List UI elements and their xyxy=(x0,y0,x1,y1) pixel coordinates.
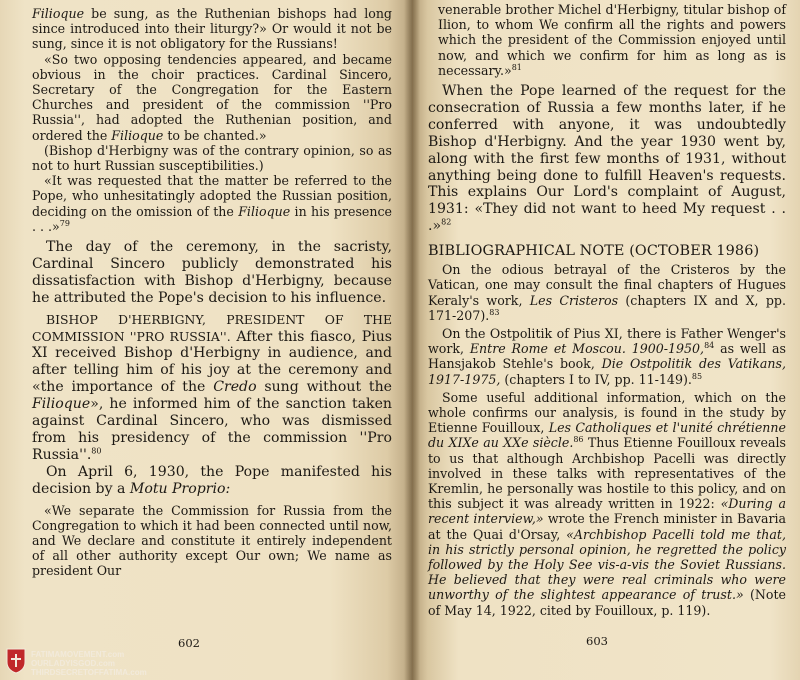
section-heading-commission: BISHOP D'HERBIGNY, PRESIDENT OF THE COMMISSION ''PRO RUSSIA''. xyxy=(32,311,392,344)
page-number-right: 603 xyxy=(586,634,608,648)
footnote-81: 81 xyxy=(511,62,522,72)
footnote-79: 79 xyxy=(59,218,70,228)
left-paragraph-1: Filioque be sung, as the Ruthenian bishops had long since introduced into their liturgy?» Or would it not be sung, since it is not obligatory for the Russians! xyxy=(32,6,392,52)
left-paragraph-8: «We separate the Commission for Russia from the Congregation to which it had been connected until now, and We declare and constitute it entirely independent of all other authority except Our own; We name as president Our xyxy=(32,502,392,579)
right-paragraph-1: venerable brother Michel d'Herbigny, titular bishop of Ilion, to whom We confirm all the rights and powers which the president of the Commission enjoyed until now, and which we confirm for him as long as is necessary.»$^{81}$ xyxy=(438,2,786,78)
left-paragraph-6: BISHOP D'HERBIGNY, PRESIDENT OF THE COMMISSION ''PRO RUSSIA''. After this fiasco, Pius XI received Bishop d'Herbigny in audience, and after telling him of his joy at the ceremony and «the importance of the Credo sung without the Filioque», he informed him of the sanction taken against Cardinal Sincero, who was dismissed from his presidency of the commission ''Pro Russia''.$^{80}$ xyxy=(32,311,392,463)
footnote-86: 86 xyxy=(573,435,584,445)
footnote-82: 82 xyxy=(441,217,452,227)
watermark-site-1: FATIMAMOVEMENT.com xyxy=(31,650,125,659)
shield-icon xyxy=(6,648,26,674)
book-gutter xyxy=(404,0,420,680)
footnote-85: 85 xyxy=(691,371,703,381)
bibliographical-note-heading: BIBLIOGRAPHICAL NOTE (OCTOBER 1986) xyxy=(428,243,760,260)
left-paragraph-4: «It was requested that the matter be referred to the Pope, who unhesitatingly adopted the Russian position, deciding on the omission of the Filioque in his presence . . .»$^{79}$ xyxy=(32,173,392,234)
left-paragraph-7: On April 6, 1930, the Pope manifested his decision by a Motu Proprio: xyxy=(32,463,392,497)
right-page xyxy=(412,0,800,680)
watermark-site-2: OURLADYISGOD.com xyxy=(31,659,116,668)
left-paragraph-3: (Bishop d'Herbigny was of the contrary opinion, so as not to hurt Russian susceptibilities.) xyxy=(32,142,392,174)
footnote-84: 84 xyxy=(704,341,715,350)
left-paragraph-5: The day of the ceremony, in the sacristy, Cardinal Sincero publicly demonstrated his dissatisfaction with Bishop d'Herbigny, because he attributed the Pope's decision to his influence. xyxy=(32,239,392,306)
right-paragraph-5: Some useful additional information, which on the whole confirms our analysis, is found in the study by Etienne Fouilloux, Les Catholiques et l'unité chrétienne du XIXe au XXe siècle.$^{86}$ Thus Etienne Fouilloux reveals to us that although Archbishop Pacelli was directly involved in these talks with representatives of the Kremlin, he personally was hostile to this policy, and on this subject it was already written in 1922: «During a recent interview,» wrote the French minister in Bavaria at the Quai d'Orsay, «Archbishop Pacelli told me that, in his strictly personal opinion, he regretted the policy followed by the Holy See vis-a-vis the Soviet Russians. He believed that they were real criminals who were unworthy of the slightest appearance of trust.» (Note of May 14, 1922, cited by Fouilloux, p. 119). xyxy=(428,389,787,618)
right-paragraph-3: On the odious betrayal of the Cristeros by the Vatican, one may consult the final chapters of Hugues Keraly's work, Les Cristeros (chapters IX and X, pp. 171-207).$^{83}$ xyxy=(428,262,786,323)
right-paragraph-4: On the Ostpolitik of Pius XI, there is Father Wenger's work, Entre Rome et Moscou. 1900-1950,84 as well as Hansjakob Stehle's book, Die Ostpolitik des Vatikans, 1917-1975, (chapters I to IV, pp. 11-149).$^{85}$ xyxy=(428,325,786,387)
left-page-text xyxy=(0,6,412,579)
left-paragraph-2: «So two opposing tendencies appeared, and became obvious in the choir practices. Cardinal Sincero, Secretary of the Congregation for the Eastern Churches and president of the commission ''Pro Russia'', had adopted the Ruthenian position, and ordered the Filioque to be chanted.» xyxy=(32,51,392,143)
footnote-83: 83 xyxy=(489,307,500,317)
right-paragraph-2: When the Pope learned of the request for the consecration of Russia a few months later, if he conferred with anyone, it was undoubtedly Bishop d'Herbigny. And the year 1930 went by, along with the first few months of 1931, without anything being done to fulfill Heaven's requests. This explains Our Lord's complaint of August, 1931: «They did not want to heed My request . . .»$^{82}$ xyxy=(428,83,786,235)
watermark-site-3: THIRDSECRETOFFATIMA.com xyxy=(31,668,147,677)
page-number-left: 602 xyxy=(178,636,200,650)
footnote-80: 80 xyxy=(91,446,102,456)
right-page-text xyxy=(412,2,800,618)
